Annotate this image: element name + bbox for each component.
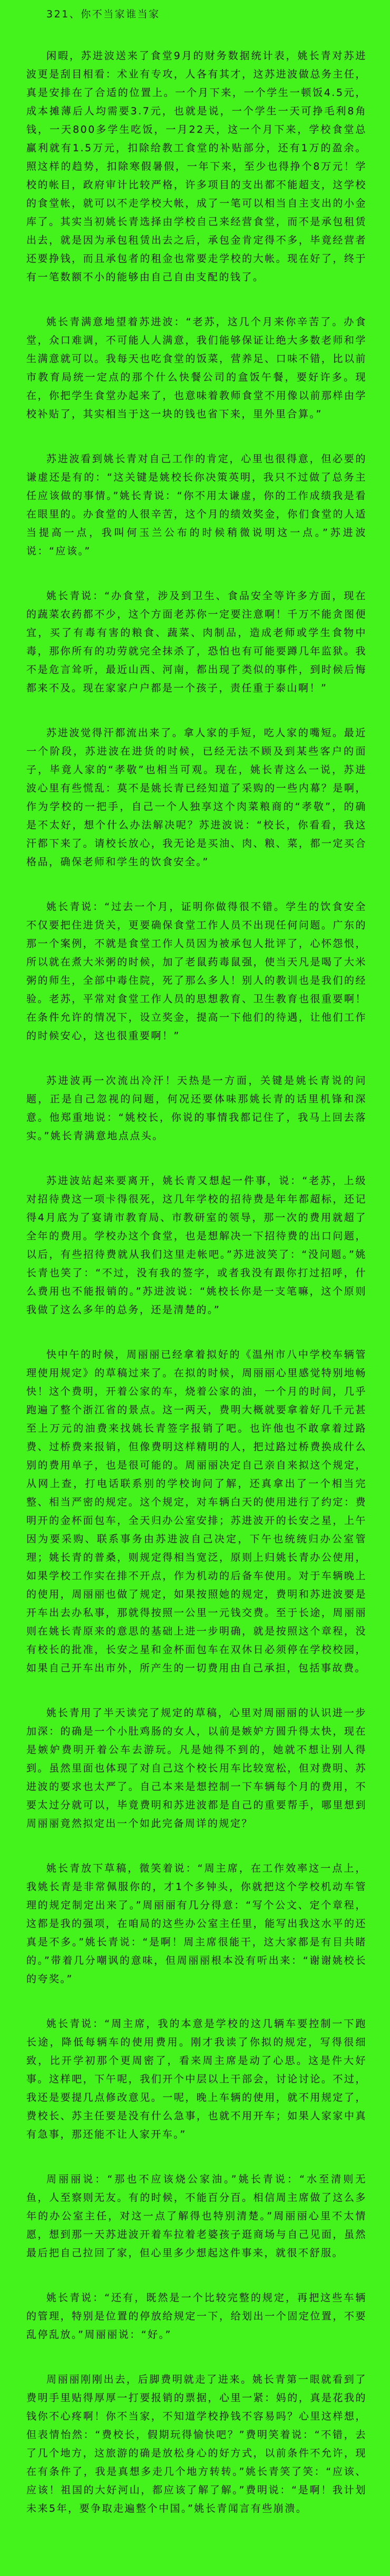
paragraph: 姚长青满意地望着苏进波：“老苏，这几个月来你辛苦了。办食堂，众口难调，不可能人人满意，我们能够保证让绝大多数老师和学生满意就可以。我每天也吃食堂的饭菜，营养足、口味不错，比以前市教育局统一定点的那个什么快餐公司的盒饭午餐，要好许多。现在，你把学生食堂办起来了，也意味着教师食堂不用像以前那样由学校补贴了，其实相当于这一块的钱也省下来，里外里合算。” <box>26 316 367 420</box>
paragraph: 姚长青说：“过去一个月，证明你做得很不错。学生的饮食安全不仅要把住进货关，更要确保食堂工作人员不出现任何问题。广东的那一个案例，不就是食堂工作人员因为被承包人批评了，心怀怨恨，所以就在煮大米粥的时候，加了老鼠药毒鼠强，使当天凡是喝了大米粥的师生，全部中毒住院，死了那么多人！别人的教训也是我们的经验。老苏，平常对食堂工作人员的思想教育、卫生教育也很重要啊！在条件允许的情况下，设立奖金，提高一下他们的待遇，让他们工作的时候安心，这也很重要啊！” <box>26 901 367 1042</box>
chapter-body <box>26 47 367 2518</box>
paragraph: 闲暇，苏进波送来了食堂9月的财务数据统计表，姚长青对苏进波更是刮目相看：术业有专攻，人各有其才，这苏进波做总务主任，真是安排在了合适的位置上。一个月下来，一个学生一顿饭4.5元，成本摊薄后人均需要3.7元，也就是说，一个学生一天可挣毛利8角钱，一天800多学生吃饭，一月22天，这一个月下来，学校食堂总赢利就有1.5万元，扣除给教工食堂的补贴部分，还有1万的盈余。照这样的趋势，扣除寒假暑假，一年下来，至少也得挣个8万元！学校的帐目，政府审计比较严格，许多项目的支出都不能超支，这学校的食堂帐，就可以不走学校大帐，成了一笔可以相当自主支出的小金库了。其实当初姚长青选择由学校自己来经营食堂，而不是承包租赁出去，就是因为承包租赁出去之后，承包金肯定得不多，毕竟经营者还要挣钱，而且承包者的租金也常要走学校的大帐。现在好了，终于有一笔数额不小的能够由自己自由支配的钱了。 <box>26 50 367 283</box>
paragraph: 苏进波看到姚长青对自己工作的肯定，心里也很得意，但必要的谦虚还是有的：“这关键是姚校长你决策英明，我只不过做了总务主任应该做的事情。”姚长青说：“你不用太谦虚，你的工作成绩我是看在眼里的。办食堂的人很辛苦，这个月的绩效奖金，你们食堂的人适当提高一点，我叫何玉兰公布的时候稍微说明这一点。”苏进波说：“应该。” <box>26 453 367 557</box>
paragraph: 苏进波再一次流出冷汗！天热是一方面，关键是姚长青说的问题，正是自己忽视的问题，何况还要体味那姚长青的话里机锋和深意。他郑重地说：“姚校长，你说的事情我都记住了，我马上回去落实。”姚长青满意地点点头。 <box>26 1075 367 1142</box>
paragraph: 姚长青放下草稿，微笑着说：“周主席，在工作效率这一点上，我姚长青是非常佩服你的，才1个多钟头，你就把这个学校机动车管理的规定制定出来了。”周丽丽有几分得意：“写个公文、定个章程，这都是我的强项，在咱局的这些办公室主任里，能写出我这水平的还真是不多。”姚长青说：“是啊！周主席很能干，这大家都是有目共睹的。”带着几分嘲讽的意味，但周丽丽根本没有听出来：“谢谢姚校长的夸奖。” <box>26 1863 367 1985</box>
chapter-title: 321、你不当家谁当家 <box>46 8 160 20</box>
paragraph: 周丽丽刚刚出去，后脚费明就走了进来。姚长青第一眼就看到了费明手里贴得厚厚一打要报销的票据，心里一紧：妈的，真是花我的钱你不心疼啊！你不当家，不知道学校挣钱不容易吗？心里这样想，但表情怡然：“费校长，假期玩得愉快吧？”费明笑着说：“不错，去了几个地方，这旅游的确是放松身心的好方式，以前条件不允许，现在有条件了，我是真想多走几个地方转转。”姚长青笑了笑：“应该、应该！祖国的大好河山，都应该了解了解。”费明说：“是啊！我计划未来5年，要争取走遍整个中国。”姚长青闻言有些崩溃。 <box>26 2374 367 2514</box>
paragraph: 姚长青说：“还有，既然是一个比较完整的规定，再把这些车辆的管理，特别是位置的停放给规定一下，给划出一个固定位置，不要乱停乱放。”周丽丽说：“好。” <box>26 2292 367 2340</box>
paragraph: 姚长青说：“办食堂，涉及到卫生、食品安全等许多方面，现在的蔬菜农药都不少，这个方面老苏你一定要注意啊！千万不能贪图便宜，买了有毒有害的粮食、蔬菜、肉制品，造成老师或学生食物中毒，那你所有的功劳就完全抹杀了，恐怕也有可能要蹲几年监狱。我不是危言耸听，最近山西、河南，都出现了类似的事件，到时候后悔都来不及。现在家家户户都是一个孩子，责任重于泰山啊！” <box>26 590 367 694</box>
paragraph: 苏进波觉得汗都流出来了。拿人家的手短，吃人家的嘴短。最近一个阶段，苏进波在进货的时候，已经无法不顾及到某些客户的面子，毕竟人家的“孝敬”也相当可观。现在，姚长青这么一说，苏进波心里有些慌乱：莫不是姚长青已经知道了采购的一些内幕？是啊，作为学校的一把手，自己一个人独享这个肉菜粮商的“孝敬”，的确是不太好，想个什么办法解决呢？苏进波说：“校长，你看看，我这汗都下来了。请校长放心，我无论是买油、肉、粮、菜，都一定买合格品，确保老师和学生的饮食安全。” <box>26 727 367 868</box>
paragraph: 快中午的时候，周丽丽已经拿着拟好的《温州市八中学校车辆管理使用规定》的草稿过来了。在拟的时候，周丽丽心里感觉特别地畅快！这个费明，开着公家的车，烧着公家的油，一个月的时间，几乎跑遍了整个浙江省的景点。这一两天，费明大概就要拿着好几千元甚至上万元的油费来找姚长青签字报销了吧。也许他也不敢拿着过路费、过桥费来报销，但像费明这样精明的人，把过路过桥费换成什么别的费用单子，也是很可能的。周丽丽决定自己亲自来拟这个规定，从网上查，打电话联系别的学校询问了解，还真拿出了一个相当完整、相当严密的规定。这个规定，对车辆白天的使用进行了约定：费明开的金杯面包车，全天归办公室安排；苏进波开的长安之星，上午因为要采购、联系事务由苏进波自己决定，下午也统统归办公室管理；姚长青的普桑，则规定得相当宽泛，原则上归姚长青办公使用，如果学校工作实在排不开点，作为机动的后备车使用。对于车辆晚上的使用，周丽丽也做了规定，如果按照她的规定，费明和苏进波要是开车出去办私事，那就得按照一公里一元钱交费。至于长途，周丽丽则在姚长青原来的意思的基础上进一步明确，就是按照这个章程，没有校长的批准，长安之星和金杯面包车在双休日必须停在学校校园，如果自己开车出市外，所产生的一切费用由自己承担，包括事故费。 <box>26 1349 367 1674</box>
paragraph: 周丽丽说：“那也不应该烧公家油。”姚长青说：“水至清则无鱼，人至察则无友。有的时候，不能百分百。相信周主席做了这么多年的办公室主任，对这一点了解得也特别清楚。”周丽丽心里不太情愿，想到那一天苏进波开着车拉着老婆孩子逛商场与自己见面，虽然最后把自己拉回了家，但心里多少想起这件事来，就很不舒服。 <box>26 2173 367 2259</box>
paragraph: 姚长青说：“周主席，我的本意是学校的这几辆车要控制一下跑长途，降低每辆车的使用费用。刚才我读了你拟的规定，写得很细致，比开学初那个更周密了，看来周主席是动了心思。这是件大好事。这样吧，下午呢，我们开个中层以上干部会，讨论讨论。不过，我还是要提几点修改意见。一呢，晚上车辆的使用，就不用规定了，费校长、苏主任要是没有什么急事，也就不用开车；如果人家家中真有急事，那还能不让人家开车。” <box>26 2018 367 2140</box>
paragraph: 苏进波站起来要离开，姚长青又想起一件事，说：“老苏，上级对招待费这一项卡得很死，这几年学校的招待费是年年都超标，还记得4月底为了宴请市教育局、市教研室的领导，那一次的费用就超了全年的费用。学校办这个食堂，也是想解决一下招待费的出口问题，以后，有些招待费就从我们这里走帐吧。”苏进波笑了：“没问题。”姚长青也笑了：“不过，没有我的签字，或者我没有跟你打过招呼，什么费用也不能报销的。”苏进波说：“姚校长你是一支笔嘛，这个原则我做了这么多年的总务，还是清楚的。” <box>26 1175 367 1316</box>
paragraph: 姚长青用了半天读完了规定的草稿，心里对周丽丽的认识进一步加深：的确是一个小肚鸡肠的女人，以前是嫉妒方圆升得太快，现在是嫉妒费明开着公车去游玩。凡是她得不到的，她就不想让别人得到。虽然里面也体现了对自己这个校长用车比较宽松，但对费明、苏进波的要求也太严了。自己本来是想控制一下车辆每个月的费用，不要太过分就可以，毕竟费明和苏进波都是自己的重要帮手，哪里想到周丽丽竟然拟定出一个如此完备周详的规定？ <box>26 1707 367 1829</box>
